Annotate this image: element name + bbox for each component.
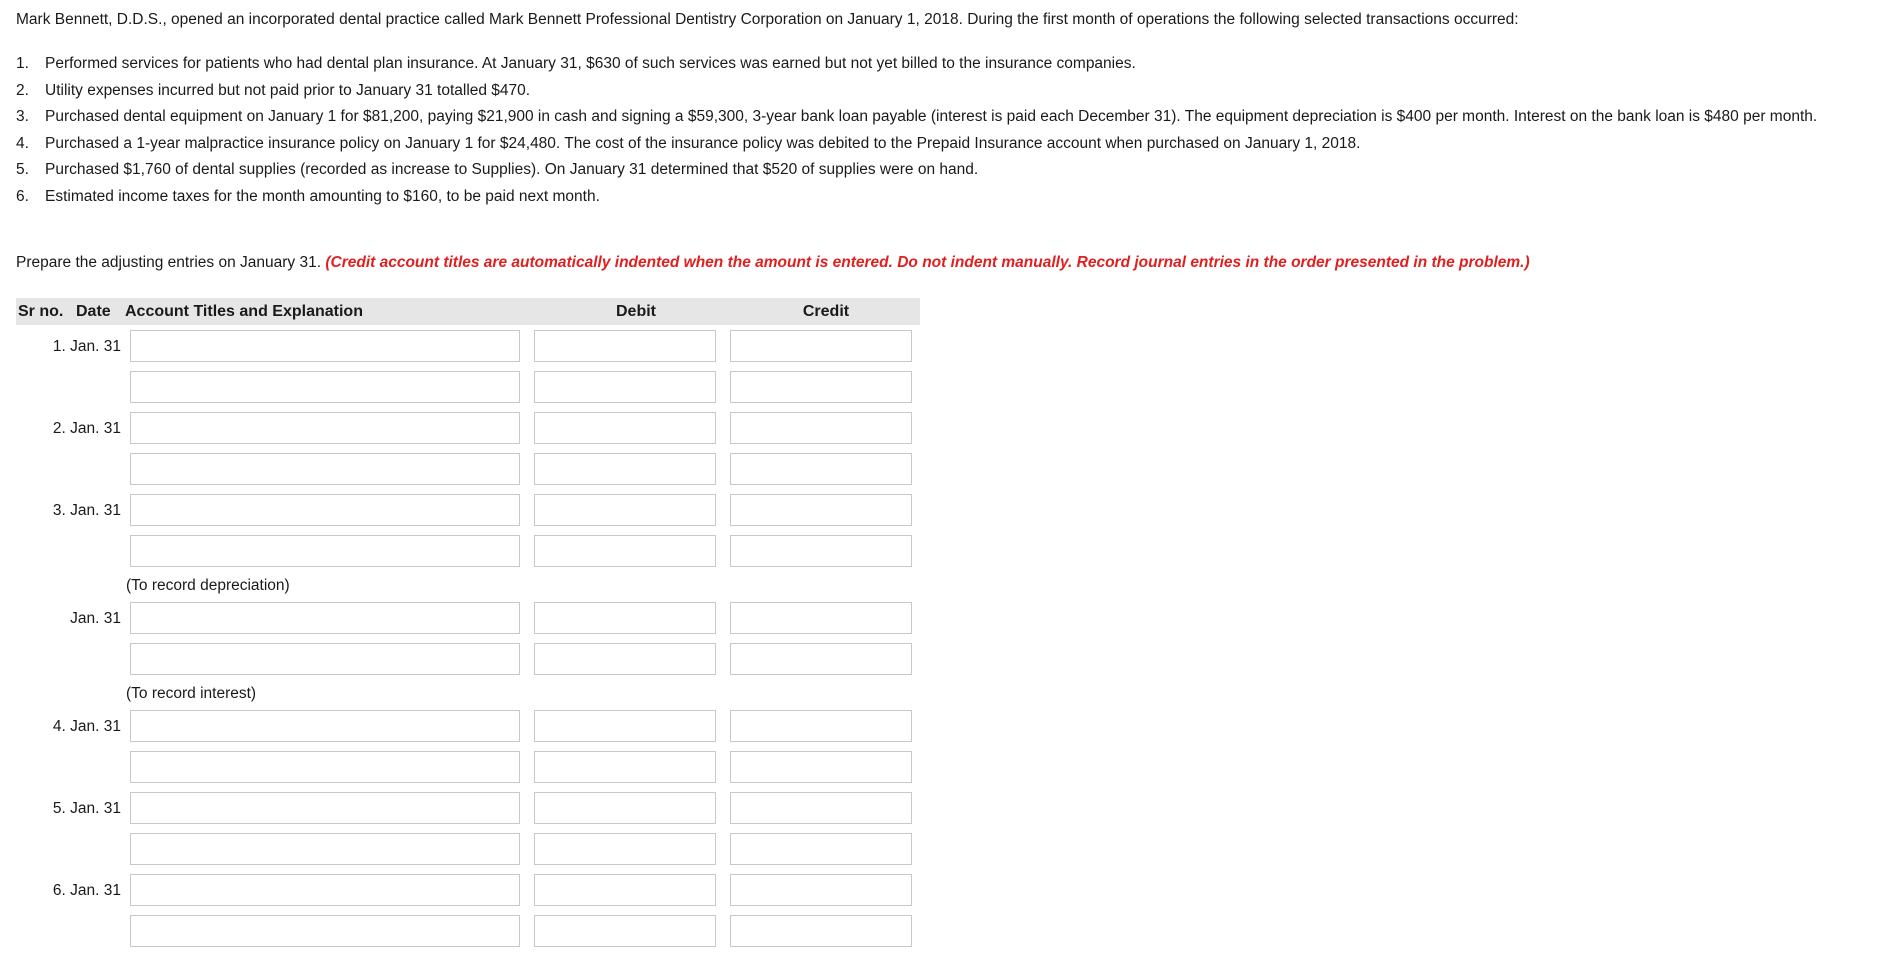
debit-input[interactable] <box>534 535 716 567</box>
journal-row <box>16 833 920 867</box>
credit-input[interactable] <box>730 535 912 567</box>
account-title-input[interactable] <box>130 833 520 865</box>
debit-input[interactable] <box>534 330 716 362</box>
header-credit: Credit <box>802 303 850 320</box>
transaction-item <box>16 187 1817 214</box>
row-label: 1. Jan. 31 <box>52 338 121 355</box>
journal-row <box>16 412 920 446</box>
row-label: 5. Jan. 31 <box>52 800 121 817</box>
row-label: 3. Jan. 31 <box>52 502 121 519</box>
transaction-text: Utility expenses incurred but not paid prior to January 31 totalled $470. <box>45 81 531 99</box>
instructions <box>16 254 1530 272</box>
row-label: 2. Jan. 31 <box>52 420 121 437</box>
entry-explanation: (To record depreciation) <box>126 577 290 594</box>
journal-row <box>16 643 920 677</box>
debit-input[interactable] <box>534 710 716 742</box>
journal-row <box>16 330 920 364</box>
account-title-input[interactable] <box>130 535 520 567</box>
account-title-input[interactable] <box>130 330 520 362</box>
debit-input[interactable] <box>534 792 716 824</box>
journal-row <box>16 453 920 487</box>
transaction-number: 6. <box>16 187 29 205</box>
transaction-number: 5. <box>16 161 29 178</box>
journal-row <box>16 792 920 826</box>
journal-row <box>16 602 920 636</box>
row-label: 6. Jan. 31 <box>52 882 121 899</box>
transaction-number: 1. <box>16 55 29 72</box>
account-title-input[interactable] <box>130 792 520 824</box>
credit-input[interactable] <box>730 710 912 742</box>
row-label: Jan. 31 <box>70 610 121 627</box>
transaction-number: 4. <box>16 134 29 152</box>
account-title-input[interactable] <box>130 602 520 634</box>
debit-input[interactable] <box>534 915 716 947</box>
transaction-item <box>16 134 1817 161</box>
debit-input[interactable] <box>534 494 716 526</box>
account-title-input[interactable] <box>130 494 520 526</box>
transaction-text: Purchased $1,760 of dental supplies (recorded as increase to Supplies). On January 31 determined that $520 of supplies were on hand. <box>45 161 979 178</box>
transaction-text: Performed services for patients who had dental plan insurance. At January 31, $630 of such services was earned but not yet billed to the insurance companies. <box>45 55 1136 72</box>
account-title-input[interactable] <box>130 371 520 403</box>
transaction-text: Purchased dental equipment on January 1 for $81,200, paying $21,900 in cash and signing a $59,300, 3-year bank loan payable (interest is paid each December 31). The equipment depreciation is $400 per month. Interest on the bank loan is $480 per month. <box>45 108 1818 125</box>
transaction-item <box>16 54 1817 81</box>
credit-input[interactable] <box>730 915 912 947</box>
credit-input[interactable] <box>730 833 912 865</box>
debit-input[interactable] <box>534 453 716 485</box>
journal-row <box>16 751 920 785</box>
journal-row <box>16 710 920 744</box>
header-date: Date <box>76 303 111 320</box>
transaction-text: Estimated income taxes for the month amounting to $160, to be paid next month. <box>45 187 600 205</box>
debit-input[interactable] <box>534 643 716 675</box>
credit-input[interactable] <box>730 792 912 824</box>
account-title-input[interactable] <box>130 453 520 485</box>
credit-input[interactable] <box>730 330 912 362</box>
account-title-input[interactable] <box>130 710 520 742</box>
credit-input[interactable] <box>730 751 912 783</box>
table-header <box>16 298 920 325</box>
journal-row <box>16 535 920 569</box>
debit-input[interactable] <box>534 751 716 783</box>
credit-input[interactable] <box>730 371 912 403</box>
credit-input[interactable] <box>730 494 912 526</box>
header-sr-no: Sr no. <box>18 303 64 320</box>
credit-input[interactable] <box>730 874 912 906</box>
account-title-input[interactable] <box>130 643 520 675</box>
credit-input[interactable] <box>730 643 912 675</box>
debit-input[interactable] <box>534 833 716 865</box>
problem-intro: Mark Bennett, D.D.S., opened an incorporated dental practice called Mark Bennett Professional Dentistry Corporation on January 1, 2018. During the first month of operations the following selected transactions occurred: <box>16 11 1519 28</box>
account-title-input[interactable] <box>130 874 520 906</box>
transaction-number: 2. <box>16 81 29 99</box>
journal-row <box>16 874 920 908</box>
debit-input[interactable] <box>534 602 716 634</box>
header-debit: Debit <box>616 303 656 320</box>
transaction-text: Purchased a 1-year malpractice insurance policy on January 1 for $24,480. The cost of the insurance policy was debited to the Prepaid Insurance account when purchased on January 1, 2018. <box>45 134 1361 152</box>
account-title-input[interactable] <box>130 412 520 444</box>
transaction-item <box>16 160 1817 187</box>
credit-input[interactable] <box>730 453 912 485</box>
transaction-number: 3. <box>16 108 29 125</box>
credit-input[interactable] <box>730 412 912 444</box>
entry-explanation: (To record interest) <box>126 685 257 702</box>
credit-input[interactable] <box>730 602 912 634</box>
debit-input[interactable] <box>534 412 716 444</box>
transaction-item <box>16 107 1817 134</box>
instructions-note: (Credit account titles are automatically indented when the amount is entered. Do not indent manually. Record journal entries in the order presented in the problem.) <box>325 254 1530 271</box>
journal-row <box>16 915 920 949</box>
account-title-input[interactable] <box>130 915 520 947</box>
journal-row <box>16 494 920 528</box>
debit-input[interactable] <box>534 371 716 403</box>
account-title-input[interactable] <box>130 751 520 783</box>
instructions-lead: Prepare the adjusting entries on January 31. <box>16 254 326 271</box>
debit-input[interactable] <box>534 874 716 906</box>
transaction-item <box>16 81 1817 108</box>
journal-row <box>16 371 920 405</box>
row-label: 4. Jan. 31 <box>52 718 121 735</box>
transaction-list <box>16 54 1817 213</box>
header-account-titles: Account Titles and Explanation <box>125 303 363 320</box>
